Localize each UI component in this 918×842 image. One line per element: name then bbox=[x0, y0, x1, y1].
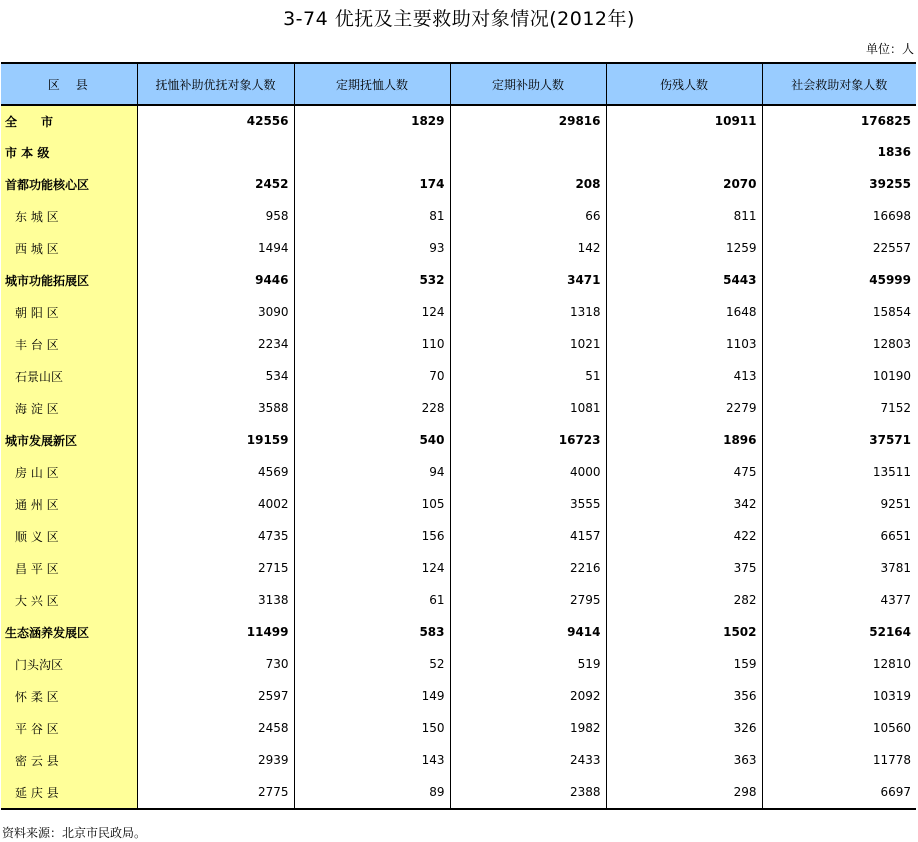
table-row bbox=[1, 776, 916, 809]
cell-regular-subsidy: 66 bbox=[450, 200, 606, 232]
table-row bbox=[1, 264, 916, 296]
cell-regular-subsidy: 208 bbox=[450, 168, 606, 200]
district-name-cell: 城市功能拓展区 bbox=[1, 264, 137, 296]
cell-regular-pension: 94 bbox=[294, 456, 450, 488]
table-body bbox=[1, 105, 916, 809]
table-row bbox=[1, 105, 916, 136]
cell-disabled: 356 bbox=[606, 680, 762, 712]
cell-disabled: 342 bbox=[606, 488, 762, 520]
district-name-cell: 延 庆 县 bbox=[1, 776, 137, 809]
cell-social-assistance: 10560 bbox=[762, 712, 916, 744]
cell-social-assistance: 4377 bbox=[762, 584, 916, 616]
cell-regular-pension: 52 bbox=[294, 648, 450, 680]
page-title: 3-74 优抚及主要救助对象情况(2012年) bbox=[283, 8, 635, 30]
cell-regular-subsidy: 29816 bbox=[450, 105, 606, 136]
district-name-cell: 东 城 区 bbox=[1, 200, 137, 232]
cell-regular-pension: 89 bbox=[294, 776, 450, 809]
cell-social-assistance: 39255 bbox=[762, 168, 916, 200]
table-row bbox=[1, 232, 916, 264]
cell-regular-subsidy: 4157 bbox=[450, 520, 606, 552]
cell-social-assistance: 9251 bbox=[762, 488, 916, 520]
cell-social-assistance: 7152 bbox=[762, 392, 916, 424]
cell-pension-recipients: 42556 bbox=[137, 105, 294, 136]
cell-disabled: 1259 bbox=[606, 232, 762, 264]
cell-social-assistance: 176825 bbox=[762, 105, 916, 136]
cell-social-assistance: 11778 bbox=[762, 744, 916, 776]
district-name-cell: 城市发展新区 bbox=[1, 424, 137, 456]
table-row bbox=[1, 360, 916, 392]
cell-disabled: 363 bbox=[606, 744, 762, 776]
column-header-disabled: 伤残人数 bbox=[606, 63, 762, 105]
cell-regular-subsidy: 2433 bbox=[450, 744, 606, 776]
cell-regular-subsidy: 2092 bbox=[450, 680, 606, 712]
cell-regular-pension: 174 bbox=[294, 168, 450, 200]
district-name-cell: 平 谷 区 bbox=[1, 712, 137, 744]
column-header-social-assistance: 社会救助对象人数 bbox=[762, 63, 916, 105]
cell-regular-subsidy: 1982 bbox=[450, 712, 606, 744]
district-name-cell: 西 城 区 bbox=[1, 232, 137, 264]
table-row bbox=[1, 424, 916, 456]
cell-pension-recipients: 1494 bbox=[137, 232, 294, 264]
cell-pension-recipients: 730 bbox=[137, 648, 294, 680]
cell-disabled: 282 bbox=[606, 584, 762, 616]
cell-social-assistance: 37571 bbox=[762, 424, 916, 456]
district-name-cell: 石景山区 bbox=[1, 360, 137, 392]
cell-regular-pension: 143 bbox=[294, 744, 450, 776]
cell-pension-recipients: 4569 bbox=[137, 456, 294, 488]
cell-pension-recipients: 958 bbox=[137, 200, 294, 232]
cell-pension-recipients: 4002 bbox=[137, 488, 294, 520]
district-name-cell: 密 云 县 bbox=[1, 744, 137, 776]
table-row bbox=[1, 584, 916, 616]
district-name-cell: 通 州 区 bbox=[1, 488, 137, 520]
cell-disabled: 298 bbox=[606, 776, 762, 809]
cell-social-assistance: 16698 bbox=[762, 200, 916, 232]
district-name-cell: 丰 台 区 bbox=[1, 328, 137, 360]
table-row bbox=[1, 200, 916, 232]
cell-disabled: 375 bbox=[606, 552, 762, 584]
cell-disabled: 159 bbox=[606, 648, 762, 680]
table-row bbox=[1, 392, 916, 424]
cell-disabled: 1103 bbox=[606, 328, 762, 360]
table-row bbox=[1, 616, 916, 648]
cell-pension-recipients: 3138 bbox=[137, 584, 294, 616]
cell-social-assistance: 6697 bbox=[762, 776, 916, 809]
cell-regular-subsidy: 1318 bbox=[450, 296, 606, 328]
cell-regular-pension: 81 bbox=[294, 200, 450, 232]
cell-disabled: 1896 bbox=[606, 424, 762, 456]
cell-regular-subsidy: 519 bbox=[450, 648, 606, 680]
cell-pension-recipients: 2597 bbox=[137, 680, 294, 712]
cell-disabled: 413 bbox=[606, 360, 762, 392]
cell-regular-subsidy: 1021 bbox=[450, 328, 606, 360]
table-row bbox=[1, 456, 916, 488]
table-row bbox=[1, 744, 916, 776]
cell-regular-pension: 124 bbox=[294, 296, 450, 328]
cell-disabled: 5443 bbox=[606, 264, 762, 296]
cell-social-assistance: 15854 bbox=[762, 296, 916, 328]
statistics-table bbox=[1, 62, 916, 810]
cell-regular-subsidy: 142 bbox=[450, 232, 606, 264]
cell-regular-pension: 93 bbox=[294, 232, 450, 264]
table-row bbox=[1, 136, 916, 168]
table-row bbox=[1, 328, 916, 360]
cell-regular-subsidy: 2216 bbox=[450, 552, 606, 584]
source-note: 资料来源：北京市民政局。 bbox=[2, 826, 147, 840]
cell-pension-recipients: 2939 bbox=[137, 744, 294, 776]
district-name-cell: 朝 阳 区 bbox=[1, 296, 137, 328]
cell-social-assistance: 12810 bbox=[762, 648, 916, 680]
cell-social-assistance: 52164 bbox=[762, 616, 916, 648]
table-row bbox=[1, 680, 916, 712]
cell-disabled bbox=[606, 136, 762, 168]
cell-regular-pension: 124 bbox=[294, 552, 450, 584]
table-row bbox=[1, 552, 916, 584]
cell-social-assistance: 45999 bbox=[762, 264, 916, 296]
cell-pension-recipients: 9446 bbox=[137, 264, 294, 296]
column-header-pension-recipients: 抚恤补助优抚对象人数 bbox=[137, 63, 294, 105]
cell-disabled: 475 bbox=[606, 456, 762, 488]
cell-disabled: 326 bbox=[606, 712, 762, 744]
table-row bbox=[1, 712, 916, 744]
cell-regular-pension: 70 bbox=[294, 360, 450, 392]
table-row bbox=[1, 168, 916, 200]
district-name-cell: 首都功能核心区 bbox=[1, 168, 137, 200]
cell-disabled: 2279 bbox=[606, 392, 762, 424]
cell-regular-subsidy: 16723 bbox=[450, 424, 606, 456]
district-name-cell: 房 山 区 bbox=[1, 456, 137, 488]
cell-regular-pension: 532 bbox=[294, 264, 450, 296]
cell-pension-recipients: 2775 bbox=[137, 776, 294, 809]
cell-regular-subsidy bbox=[450, 136, 606, 168]
header-row bbox=[1, 63, 916, 105]
district-name-cell: 全 市 bbox=[1, 105, 137, 136]
cell-regular-pension: 228 bbox=[294, 392, 450, 424]
cell-pension-recipients: 534 bbox=[137, 360, 294, 392]
cell-pension-recipients: 3090 bbox=[137, 296, 294, 328]
cell-pension-recipients: 4735 bbox=[137, 520, 294, 552]
district-name-cell: 生态涵养发展区 bbox=[1, 616, 137, 648]
column-header-regular-subsidy: 定期补助人数 bbox=[450, 63, 606, 105]
cell-disabled: 2070 bbox=[606, 168, 762, 200]
table-row bbox=[1, 488, 916, 520]
cell-disabled: 811 bbox=[606, 200, 762, 232]
cell-disabled: 10911 bbox=[606, 105, 762, 136]
cell-social-assistance: 1836 bbox=[762, 136, 916, 168]
cell-regular-pension: 105 bbox=[294, 488, 450, 520]
cell-regular-pension: 540 bbox=[294, 424, 450, 456]
cell-social-assistance: 13511 bbox=[762, 456, 916, 488]
cell-regular-subsidy: 2388 bbox=[450, 776, 606, 809]
cell-disabled: 1502 bbox=[606, 616, 762, 648]
table-row bbox=[1, 296, 916, 328]
table-row bbox=[1, 648, 916, 680]
cell-regular-subsidy: 3471 bbox=[450, 264, 606, 296]
column-header-district: 区 县 bbox=[1, 63, 137, 105]
cell-regular-pension: 583 bbox=[294, 616, 450, 648]
district-name-cell: 大 兴 区 bbox=[1, 584, 137, 616]
cell-social-assistance: 10319 bbox=[762, 680, 916, 712]
cell-regular-pension bbox=[294, 136, 450, 168]
district-name-cell: 门头沟区 bbox=[1, 648, 137, 680]
cell-pension-recipients: 2452 bbox=[137, 168, 294, 200]
district-name-cell: 怀 柔 区 bbox=[1, 680, 137, 712]
district-name-cell: 市 本 级 bbox=[1, 136, 137, 168]
cell-social-assistance: 12803 bbox=[762, 328, 916, 360]
cell-pension-recipients: 2234 bbox=[137, 328, 294, 360]
table-row bbox=[1, 520, 916, 552]
column-header-regular-pension: 定期抚恤人数 bbox=[294, 63, 450, 105]
district-name-cell: 海 淀 区 bbox=[1, 392, 137, 424]
district-name-cell: 昌 平 区 bbox=[1, 552, 137, 584]
cell-regular-subsidy: 1081 bbox=[450, 392, 606, 424]
cell-regular-pension: 110 bbox=[294, 328, 450, 360]
cell-social-assistance: 22557 bbox=[762, 232, 916, 264]
cell-regular-pension: 149 bbox=[294, 680, 450, 712]
cell-disabled: 1648 bbox=[606, 296, 762, 328]
district-name-cell: 顺 义 区 bbox=[1, 520, 137, 552]
cell-regular-pension: 156 bbox=[294, 520, 450, 552]
cell-pension-recipients bbox=[137, 136, 294, 168]
cell-regular-subsidy: 2795 bbox=[450, 584, 606, 616]
cell-regular-subsidy: 9414 bbox=[450, 616, 606, 648]
cell-pension-recipients: 2715 bbox=[137, 552, 294, 584]
cell-social-assistance: 6651 bbox=[762, 520, 916, 552]
cell-pension-recipients: 2458 bbox=[137, 712, 294, 744]
cell-regular-pension: 150 bbox=[294, 712, 450, 744]
cell-social-assistance: 3781 bbox=[762, 552, 916, 584]
unit-label: 单位：人 bbox=[865, 42, 914, 56]
cell-pension-recipients: 3588 bbox=[137, 392, 294, 424]
cell-regular-pension: 61 bbox=[294, 584, 450, 616]
cell-regular-subsidy: 4000 bbox=[450, 456, 606, 488]
cell-pension-recipients: 19159 bbox=[137, 424, 294, 456]
cell-disabled: 422 bbox=[606, 520, 762, 552]
cell-pension-recipients: 11499 bbox=[137, 616, 294, 648]
cell-regular-subsidy: 3555 bbox=[450, 488, 606, 520]
cell-social-assistance: 10190 bbox=[762, 360, 916, 392]
cell-regular-pension: 1829 bbox=[294, 105, 450, 136]
cell-regular-subsidy: 51 bbox=[450, 360, 606, 392]
